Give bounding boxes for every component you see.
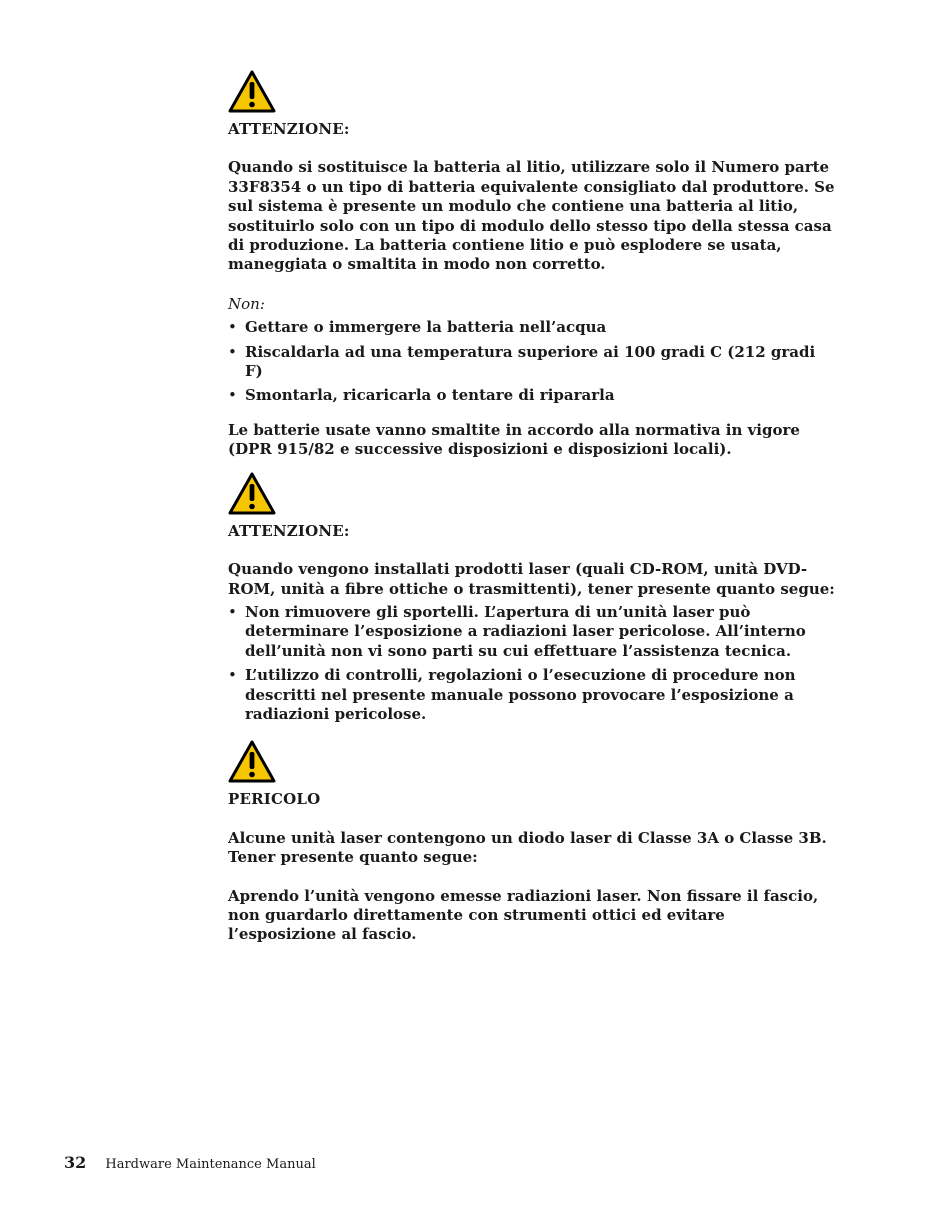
section-paragraph: Alcune unità laser contengono un diodo laser di Classe 3A o Classe 3B. Tener presente quanto segue: (228, 828, 827, 867)
list-intro: Non: (228, 294, 265, 313)
section-paragraph: Quando vengono installati prodotti laser (quali CD-ROM, unità DVD-ROM, unità a fibre ottiche o trasmittenti), tener presente quanto segue: (228, 560, 835, 598)
danger-section-laser-diode (228, 740, 838, 944)
caution-section-laser-products (228, 472, 838, 725)
list-item: • L’utilizzo di controlli, regolazioni o l’esecuzione di procedure non descritti nel presente manuale possono provocare l’esposizione a radiazioni pericolose. (228, 666, 838, 724)
bullet-list (228, 318, 838, 406)
warning-triangle-icon (228, 70, 276, 114)
page-number: 32 (64, 1153, 87, 1172)
page-footer (64, 1153, 316, 1172)
document-title: Hardware Maintenance Manual (105, 1157, 316, 1172)
bullet-list (228, 603, 838, 724)
list-item: • Riscaldarla ad una temperatura superiore ai 100 gradi C (212 gradi F) (228, 343, 838, 382)
list-item: • Gettare o immergere la batteria nell’acqua (228, 318, 838, 337)
warning-triangle-icon (228, 740, 276, 784)
section-paragraph: Aprendo l’unità vengono emesse radiazioni laser. Non fissare il fascio, non guardarlo direttamente con strumenti ottici ed evitare l’esposizione al fascio. (228, 886, 819, 944)
list-item: • Smontarla, ricaricarla o tentare di ripararla (228, 386, 838, 405)
section-heading: PERICOLO (228, 790, 321, 809)
caution-section-lithium-battery (228, 70, 838, 460)
section-heading: ATTENZIONE: (228, 521, 350, 540)
section-heading: ATTENZIONE: (228, 120, 350, 138)
list-item: • Non rimuovere gli sportelli. L’apertura di un’unità laser può determinare l’esposizione a radiazioni laser pericolose. All’interno dell’unità non vi sono parti su cui effettuare l’assistenza tecnica. (228, 603, 838, 661)
document-body (228, 70, 838, 945)
section-paragraph: Le batterie usate vanno smaltite in accordo alla normativa in vigore (DPR 915/82 e successive disposizioni e disposizioni locali). (228, 420, 800, 459)
section-paragraph: Quando si sostituisce la batteria al litio, utilizzare solo il Numero parte 33F8354 o un tipo di batteria equivalente consigliato dal produttore. Se sul sistema è presente un modulo che contiene una batteria al litio, sostituirlo solo con un tipo di modulo dello stesso tipo della stessa casa di produzione. La batteria contiene litio e può esplodere se usata, maneggiata o smaltita in modo non corretto. (228, 158, 835, 274)
warning-triangle-icon (228, 472, 276, 516)
